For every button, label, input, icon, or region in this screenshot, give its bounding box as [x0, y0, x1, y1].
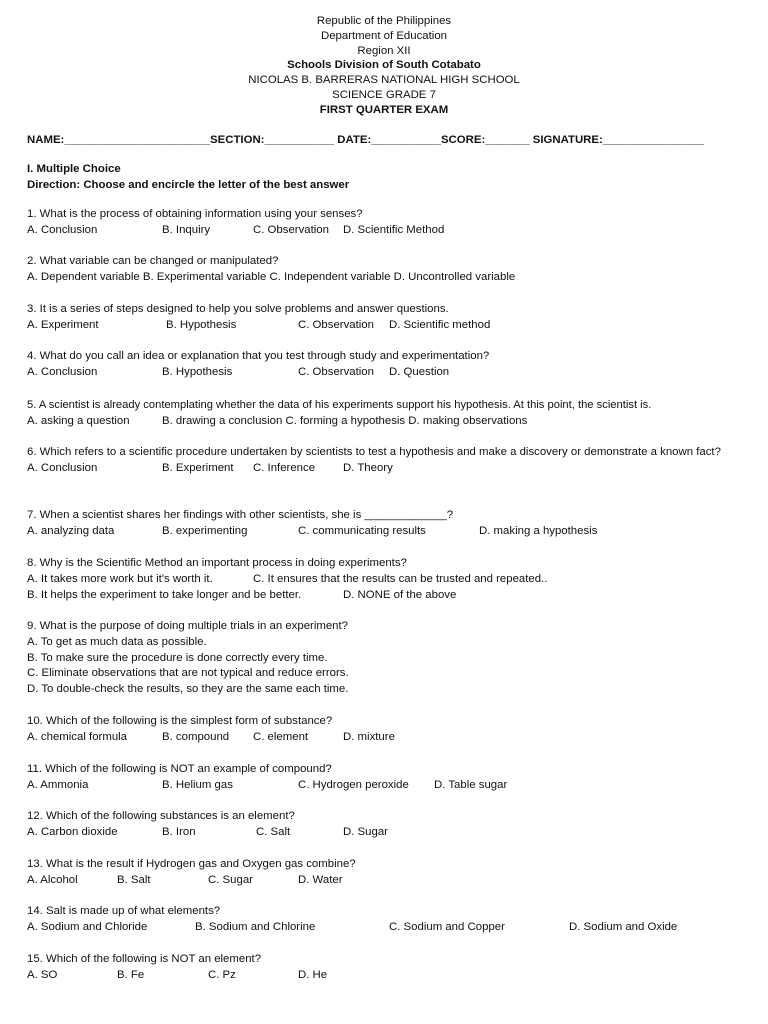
header-republic: Republic of the Philippines — [316, 15, 452, 27]
question-stem: 15. Which of the following is NOT an element? — [27, 953, 262, 965]
option-b-c-d[interactable]: B. drawing a conclusion C. forming a hypothesis D. making observations — [162, 414, 528, 427]
option-d[interactable]: D. mixture — [343, 730, 395, 743]
student-info-fields[interactable]: NAME:_______________________SECTION:___________ DATE:___________SCORE:_______ SIGNATURE:________________ — [27, 134, 705, 146]
question-options — [27, 920, 743, 936]
option-a[interactable]: A. Carbon dioxide — [27, 825, 118, 838]
option-d[interactable]: D. Scientific Method — [343, 223, 445, 236]
option-c[interactable]: C. It ensures that the results can be trusted and repeated.. — [253, 572, 548, 585]
question-stem: 3. It is a series of steps designed to help you solve problems and answer questions. — [27, 303, 449, 315]
question-options — [27, 588, 743, 604]
question-stem: 11. Which of the following is NOT an example of compound? — [27, 763, 332, 775]
header-division: Schools Division of South Cotabato — [287, 59, 481, 72]
option-b[interactable]: B. experimenting — [162, 524, 248, 537]
option-b[interactable]: B. Experiment — [162, 461, 234, 474]
option-c[interactable]: C. Observation — [298, 365, 374, 378]
question-stem: 2. What variable can be changed or manipulated? — [27, 255, 279, 267]
question-4 — [27, 349, 743, 381]
option-a[interactable]: A. Sodium and Chloride — [27, 920, 148, 933]
option-d[interactable]: D. making a hypothesis — [479, 524, 598, 537]
question-options — [27, 524, 743, 540]
option-c[interactable]: C. Hydrogen peroxide — [298, 778, 409, 791]
header-school: NICOLAS B. BARRERAS NATIONAL HIGH SCHOOL — [248, 74, 520, 87]
option-c[interactable]: C. element — [253, 730, 309, 743]
option-line[interactable]: A. Dependent variable B. Experimental variable C. Independent variable D. Uncontrolled variable — [27, 270, 516, 283]
question-options — [27, 318, 743, 334]
question-options — [27, 365, 743, 381]
option-c[interactable]: C. Eliminate observations that are not typical and reduce errors. — [27, 667, 349, 680]
option-d[interactable]: D. He — [298, 968, 328, 981]
option-d[interactable]: D. Sodium and Oxide — [569, 920, 678, 933]
option-b[interactable]: B. Helium gas — [162, 778, 233, 791]
question-stem: 13. What is the result if Hydrogen gas and Oxygen gas combine? — [27, 858, 356, 870]
header-department: Department of Education — [320, 29, 447, 42]
question-stem: 9. What is the purpose of doing multiple trials in an experiment? — [27, 620, 349, 632]
section-direction: Direction: Choose and encircle the letter of the best answer — [27, 178, 350, 191]
option-a[interactable]: A. Experiment — [27, 318, 99, 331]
question-options — [27, 825, 743, 841]
question-stem: 1. What is the process of obtaining information using your senses? — [27, 208, 363, 220]
option-d[interactable]: D. Sugar — [343, 825, 388, 838]
question-options — [27, 414, 743, 430]
option-b[interactable]: B. compound — [162, 730, 230, 743]
option-d[interactable]: D. Water — [298, 873, 343, 886]
option-c[interactable]: C. Pz — [208, 968, 236, 981]
header-subject: SCIENCE GRADE 7 — [332, 88, 436, 101]
option-c[interactable]: C. Sodium and Copper — [389, 920, 505, 933]
question-8 — [27, 556, 743, 603]
option-a[interactable]: A. Conclusion — [27, 223, 98, 236]
question-stem: 8. Why is the Scientific Method an important process in doing experiments? — [27, 557, 407, 569]
question-12 — [27, 809, 743, 841]
question-stem: 12. Which of the following substances is an element? — [27, 810, 295, 822]
question-stem: 10. Which of the following is the simplest form of substance? — [27, 715, 333, 727]
section-title: I. Multiple Choice — [27, 163, 121, 175]
question-options — [27, 730, 743, 746]
question-options — [27, 778, 743, 794]
option-b[interactable]: B. To make sure the procedure is done correctly every time. — [27, 651, 328, 664]
question-5 — [27, 398, 743, 430]
option-d[interactable]: D. Theory — [343, 461, 393, 474]
option-c[interactable]: C. communicating results — [298, 524, 426, 537]
option-b[interactable]: B. It helps the experiment to take longer and be better. — [27, 588, 302, 601]
question-13 — [27, 857, 743, 889]
option-b[interactable]: B. Iron — [162, 825, 196, 838]
option-d[interactable]: D. NONE of the above — [343, 588, 457, 601]
question-options — [27, 572, 743, 588]
option-d[interactable]: D. To double-check the results, so they are the same each time. — [27, 683, 349, 696]
option-a[interactable]: A. asking a question — [27, 414, 130, 427]
option-a[interactable]: A. SO — [27, 968, 58, 981]
question-10 — [27, 714, 743, 746]
option-d[interactable]: D. Table sugar — [434, 778, 508, 791]
option-c[interactable]: C. Sugar — [208, 873, 253, 886]
question-9 — [27, 619, 743, 698]
question-7 — [27, 508, 743, 540]
section-heading — [27, 162, 349, 194]
option-a[interactable]: A. chemical formula — [27, 730, 128, 743]
option-a[interactable]: A. Ammonia — [27, 778, 89, 791]
option-c[interactable]: C. Observation — [298, 318, 374, 331]
question-stem: 14. Salt is made up of what elements? — [27, 905, 221, 917]
question-options — [27, 873, 743, 889]
option-c[interactable]: C. Observation — [253, 223, 329, 236]
question-6 — [27, 445, 743, 477]
question-1 — [27, 207, 743, 239]
option-a[interactable]: A. Alcohol — [27, 873, 78, 886]
option-a[interactable]: A. Conclusion — [27, 461, 98, 474]
option-b[interactable]: B. Hypothesis — [162, 365, 233, 378]
header-exam-title: FIRST QUARTER EXAM — [319, 103, 449, 116]
question-options — [27, 461, 743, 477]
option-a[interactable]: A. analyzing data — [27, 524, 115, 537]
option-b[interactable]: B. Inquiry — [162, 223, 211, 236]
option-c[interactable]: C. Salt — [256, 825, 291, 838]
option-b[interactable]: B. Hypothesis — [166, 318, 237, 331]
option-d[interactable]: D. Question — [389, 365, 450, 378]
option-a[interactable]: A. It takes more work but it's worth it. — [27, 572, 213, 585]
question-stem: 4. What do you call an idea or explanation that you test through study and experimentation? — [27, 350, 490, 362]
question-stem: 6. Which refers to a scientific procedure undertaken by scientists to test a hypothesis and make a discovery or demonstrate a known fact? — [27, 446, 721, 458]
option-d[interactable]: D. Scientific method — [389, 318, 491, 331]
option-b[interactable]: B. Sodium and Chlorine — [195, 920, 316, 933]
option-b[interactable]: B. Salt — [117, 873, 151, 886]
question-2 — [27, 254, 743, 286]
option-a[interactable]: A. To get as much data as possible. — [27, 635, 207, 648]
question-options — [27, 968, 743, 984]
option-a[interactable]: A. Conclusion — [27, 365, 98, 378]
question-14 — [27, 904, 743, 936]
question-stem: 7. When a scientist shares her findings with other scientists, she is _____________? — [27, 509, 454, 521]
question-options — [27, 223, 743, 239]
header-region: Region XII — [357, 44, 411, 57]
question-11 — [27, 762, 743, 794]
question-options — [27, 270, 743, 286]
option-b[interactable]: B. Fe — [117, 968, 145, 981]
question-stem: 5. A scientist is already contemplating whether the data of his experiments support his hypothesis. At this point, the scientist is. — [27, 399, 652, 411]
question-15 — [27, 952, 743, 984]
option-c[interactable]: C. Inference — [253, 461, 316, 474]
question-3 — [27, 302, 743, 334]
document-header — [0, 14, 768, 118]
